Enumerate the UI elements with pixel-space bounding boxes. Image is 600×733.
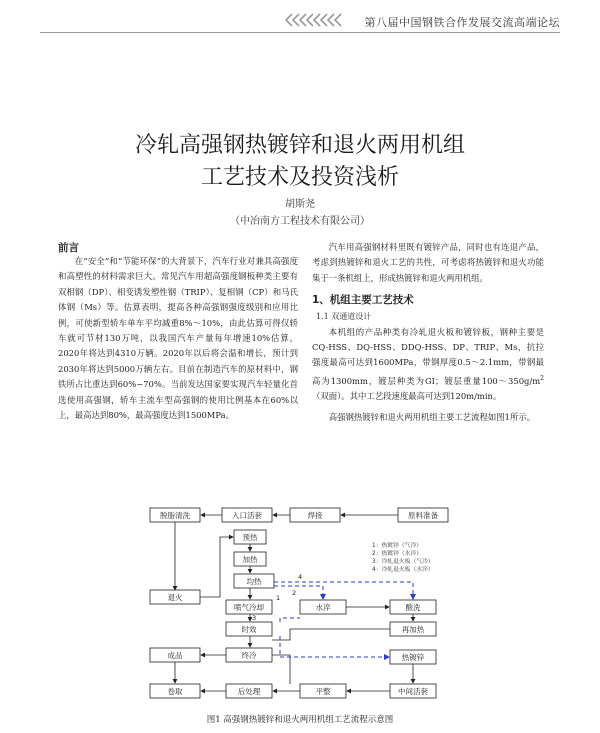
label-final-cool: 终冷	[241, 651, 257, 660]
paragraph-flow-ref: 高强钢热镀锌和退火两用机组主要工艺流程如图1所示。	[328, 412, 536, 423]
legend-item-4: 4：冷轧退火板（水淬）	[372, 567, 434, 573]
label-pickle: 酸洗	[405, 603, 421, 612]
label-weld: 焊接	[307, 511, 323, 520]
path-number-4: 4	[298, 573, 303, 581]
label-material: 原料准备	[408, 511, 438, 520]
section-heading-preface: 前言	[58, 242, 79, 254]
label-age: 时效	[241, 625, 257, 634]
right-column	[312, 240, 544, 426]
label-galvanize: 热镀锌	[401, 653, 425, 662]
specs-superscript: 2	[540, 374, 544, 382]
conference-header: 第八届中国钢铁合作发展交流高端论坛	[364, 16, 560, 29]
subsection-heading-1-1: 1.1 双通道设计	[316, 312, 372, 322]
legend-item-3: 3：冷轧退火板（气冷）	[372, 559, 434, 565]
label-preheat: 预热	[242, 533, 258, 542]
label-coil: 卷取	[167, 687, 183, 696]
section-heading-1: 1、机组主要工艺技术	[312, 294, 414, 307]
label-jet-cool: 喷气冷却	[234, 603, 264, 612]
label-product: 成品	[167, 651, 183, 660]
legend-item-2: 2：热镀锌（水淬）	[372, 551, 423, 557]
author: 胡斯尧	[285, 199, 315, 210]
paragraph-intro: 汽车用高强钢材料里既有镀锌产品，同时也有连退产品，考虑到热镀锌和退火工艺的共性，可考虑将热镀锌和退火功能集于一条机组上，形成热镀锌和退火两用机组。	[312, 242, 544, 283]
header-chevrons-icon	[283, 12, 343, 28]
paper-title-line1: 冷轧高强钢热镀锌和退火两用机组	[134, 133, 465, 158]
specs-text-a: 本机组的产品种类有冷轧退火板和镀锌板，钢种主要是CQ-HSS、DQ-HSS、DDQ-HSS、DP、TRIP、Ms，抗拉强度最高可达到1600MPa，带钢厚度0.5～2.1mm，带钢最高为1300mm，镀层种类为GI；镀层重量100～350g/m	[312, 326, 544, 386]
label-anneal: 退火	[167, 593, 183, 602]
preface-paragraph: 在“安全”和“节能环保”的大背景下，汽车行业对兼具高强度和高塑性的材料需求巨大。常见汽车用超高强度钢板种类主要有双相钢（DP）、相变诱发塑性钢（TRIP）、复相钢（CP）和马氏体钢（Ms）等。估算表明，提高各种高强钢强度级别和应用比例，可使新型轿车单车平均减重8%～10%，由此估算可得仅轿车就可节材130万吨，以我国汽车产量每年增速10%估算，2020年将达到4310万辆。2020年以后将会温和增长，预计到2030年将达到5000万辆左右。目前在制造汽车的原材料中，钢铁所占比重达到60%~70%。当前发达国家要实现汽车轻量化首选使用高强钢，轿车主流车型高强钢的使用比例基本在60%以上，最高达到80%，最高强度达到1500MPa。	[58, 256, 298, 421]
process-flowchart	[140, 500, 470, 706]
label-heat: 加热	[242, 555, 258, 564]
label-degrease: 脱脂清洗	[160, 511, 190, 520]
path-number-2: 2	[292, 589, 297, 597]
label-temper: 平整	[315, 687, 331, 696]
legend-item-1: 1：热镀锌（气冷）	[372, 543, 423, 549]
label-soak: 均热	[246, 577, 262, 586]
paragraph-specs	[312, 325, 544, 405]
path-number-1: 1	[276, 594, 281, 602]
header-divider	[40, 32, 560, 33]
figure-caption: 图1 高强钢热镀锌和退火两用机组工艺流程示意图	[206, 715, 394, 725]
label-water-quench: 水淬	[315, 603, 331, 612]
label-entry-loop: 入口活套	[232, 511, 262, 520]
left-column	[58, 254, 298, 423]
path-number-3: 3	[252, 614, 257, 622]
label-reheat: 再加热	[401, 625, 425, 634]
label-mid-loop: 中间活套	[398, 687, 428, 696]
paper-title-line2: 工艺技术及投资浅析	[200, 165, 399, 190]
label-post-treat: 后处理	[237, 687, 261, 696]
specs-text-b: （双面）。其中工艺段速度最高可达到120m/min。	[312, 391, 502, 402]
affiliation: （中冶南方工程技术有限公司）	[230, 216, 370, 227]
